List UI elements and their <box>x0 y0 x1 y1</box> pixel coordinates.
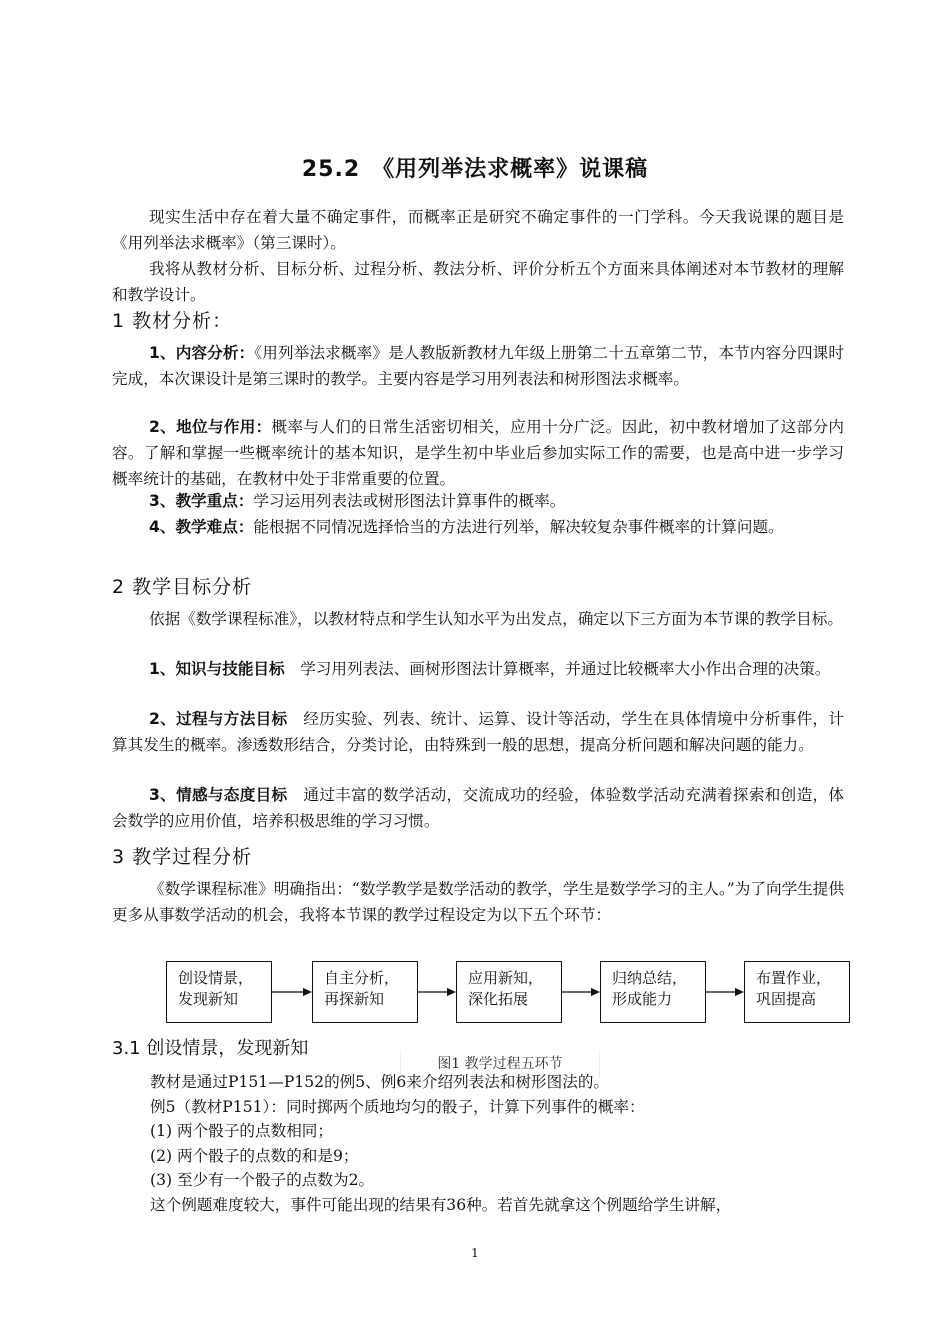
intro-paragraph-2: 我将从教材分析、目标分析、过程分析、教法分析、评价分析五个方面来具体阐述对本节教材的理解和教学设计。 <box>112 260 844 304</box>
s1-item-1-text: 《用列举法求概率》是人教版新教材九年级上册第二十五章第二节，本节内容分四课时完成，本次课设计是第三课时的教学。主要内容是学习用列表法和树形图法求概率。 <box>112 344 844 388</box>
s1-item-2-text: 概率与人们的日常生活密切相关，应用十分广泛。因此，初中教材增加了这部分内容。了解和掌握一些概率统计的基本知识，是学生初中毕业后参加实际工作的需要，也是高中进一步学习概率统计的基础，在教材中处于非常重要的位置。 <box>112 418 844 488</box>
s1-item-4 <box>112 514 844 540</box>
s1-item-4-label: 4、教学难点： <box>149 518 254 536</box>
flow-arrow-3 <box>562 985 600 999</box>
s1-item-2 <box>112 414 844 492</box>
section-1-heading: 1 教材分析： <box>112 310 233 332</box>
s1-item-2-label: 2、地位与作用： <box>149 418 272 436</box>
s2-item-2-text: 经历实验、列表、统计、运算、设计等活动，学生在具体情境中分析事件，计算其发生的概率。渗透数形结合，分类讨论，由特殊到一般的思想，提高分析问题和解决问题的能力。 <box>112 710 844 754</box>
s31-example: 例5（教材P151）：同时掷两个质地均匀的骰子，计算下列事件的概率： <box>150 1098 645 1116</box>
flow-step-4 <box>600 961 706 1023</box>
flow-arrow-2 <box>418 985 456 999</box>
flow-arrow-1 <box>272 985 312 999</box>
s2-item-2 <box>112 706 844 758</box>
section-3-1-heading: 3.1 创设情景，发现新知 <box>112 1038 309 1059</box>
s2-item-1-label: 1、知识与技能目标 <box>149 660 285 678</box>
flow-arrow-4 <box>706 985 744 999</box>
flow-step-3-line2: 深化拓展 <box>468 990 529 1008</box>
flow-step-1-line1: 创设情景， <box>178 969 254 987</box>
flow-step-5-line1: 布置作业， <box>756 969 832 987</box>
s2-item-3 <box>112 782 844 834</box>
figure-caption: 图1 教学过程五环节 <box>400 1050 600 1078</box>
flow-step-5 <box>744 961 850 1023</box>
process-flow-diagram <box>166 961 848 1025</box>
s2-item-3-label: 3、情感与态度目标 <box>149 786 288 804</box>
s1-item-3-label: 3、教学重点： <box>149 492 254 510</box>
flow-step-2-line1: 自主分析， <box>324 969 400 987</box>
s2-item-1 <box>112 656 844 682</box>
flow-step-1-line2: 发现新知 <box>178 990 239 1008</box>
s1-item-3 <box>112 488 844 514</box>
flow-step-4-line1: 归纳总结， <box>612 969 688 987</box>
flow-step-3-line1: 应用新知， <box>468 969 544 987</box>
s31-question-2: (2) 两个骰子的点数的和是9； <box>150 1147 359 1165</box>
s2-item-2-label: 2、过程与方法目标 <box>149 710 288 728</box>
flow-step-1 <box>166 961 272 1023</box>
intro-paragraph-1: 现实生活中存在着大量不确定事件，而概率正是研究不确定事件的一门学科。今天我说课的题目是《用列举法求概率》（第三课时）。 <box>112 208 844 252</box>
s31-question-1: (1) 两个骰子的点数相同； <box>150 1122 333 1140</box>
section-3-heading: 3 教学过程分析 <box>112 846 253 868</box>
flow-step-3 <box>456 961 562 1023</box>
section-2-heading: 2 教学目标分析 <box>112 576 253 598</box>
s1-item-4-text: 能根据不同情况选择恰当的方法进行列举，解决较复杂事件概率的计算问题。 <box>253 518 784 536</box>
s31-question-3: (3) 至少有一个骰子的点数为2。 <box>150 1171 375 1189</box>
s2-intro: 依据《数学课程标准》，以教材特点和学生认知水平为出发点，确定以下三方面为本节课的教学目标。 <box>149 610 843 628</box>
flow-step-5-line2: 巩固提高 <box>756 990 817 1008</box>
page-number: 1 <box>471 1246 479 1260</box>
flow-step-2-line2: 再探新知 <box>324 990 385 1008</box>
s2-item-3-text: 通过丰富的数学活动，交流成功的经验，体验数学活动充满着探索和创造，体会数学的应用价值，培养积极思维的学习习惯。 <box>112 786 844 830</box>
s2-item-1-text: 学习用列表法、画树形图法计算概率，并通过比较概率大小作出合理的决策。 <box>300 660 831 678</box>
flow-step-2 <box>312 961 418 1023</box>
s1-item-1 <box>112 340 844 392</box>
page-title: 25.2 《用列举法求概率》说课稿 <box>301 157 649 182</box>
s1-item-3-text: 学习运用列表法或树形图法计算事件的概率。 <box>253 492 566 510</box>
s31-paragraph-2: 这个例题难度较大，事件可能出现的结果有36种。若首先就拿这个例题给学生讲解， <box>150 1196 732 1214</box>
s31-paragraph-1: 教材是通过P151—P152的例5、例6来介绍列表法和树形图法的。 <box>150 1073 610 1091</box>
flow-step-4-line2: 形成能力 <box>612 990 673 1008</box>
s1-item-1-label: 1、内容分析： <box>149 344 255 362</box>
s3-intro: 《数学课程标准》明确指出：“数学教学是数学活动的教学，学生是数学学习的主人。”为了向学生提供更多从事数学活动的机会，我将本节课的教学过程设定为以下五个环节： <box>112 880 844 924</box>
